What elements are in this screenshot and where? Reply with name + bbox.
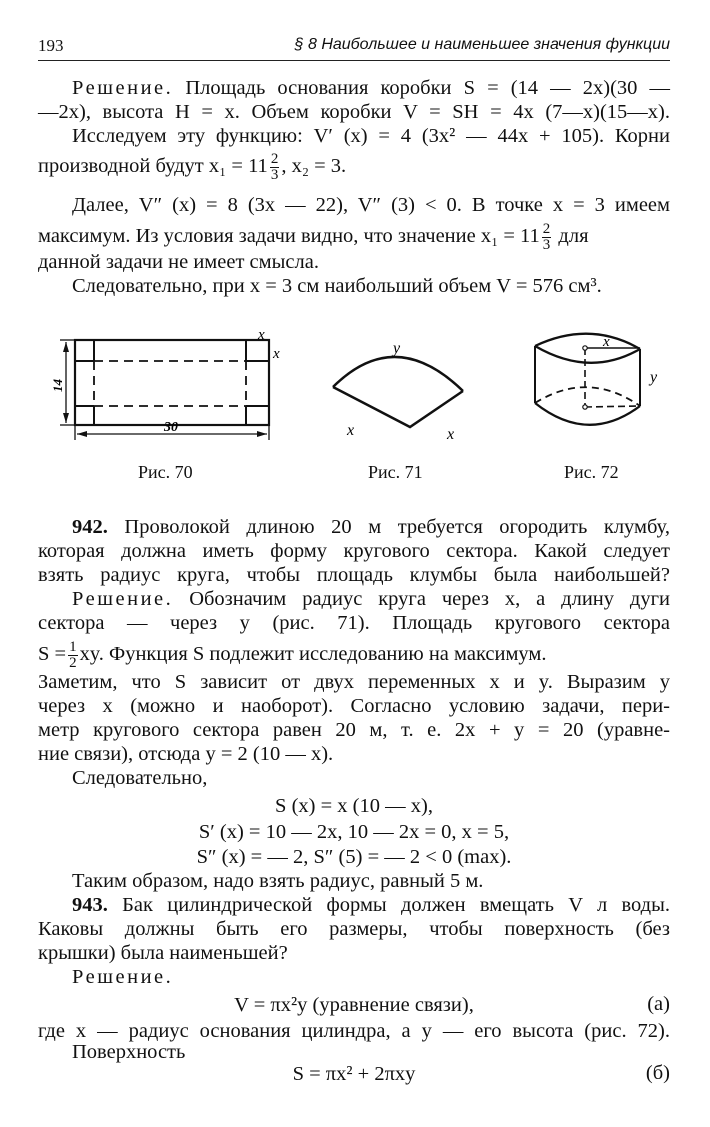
- text-line: данной задачи не имеет смысла.: [38, 251, 319, 273]
- equation-number: (а): [647, 993, 670, 1015]
- sector-radii: [333, 387, 463, 427]
- text-line: [38, 152, 670, 183]
- fraction-num: 1: [69, 639, 77, 655]
- equation: V = πx²y (уравнение связи),: [234, 994, 474, 1016]
- label-width: 30: [164, 420, 178, 435]
- label-height: 14: [50, 379, 65, 392]
- text-span: производной будут x₁ = 11: [38, 155, 268, 178]
- text-line: Поверхность: [72, 1041, 186, 1063]
- text-span: Обозначим радиус круга через x, а длину дуги: [173, 588, 670, 610]
- fraction-den: 2: [69, 655, 77, 671]
- text-line: Каковы должны быть его размеры, чтобы поверхность (без: [38, 918, 670, 940]
- section-title: § 8 Наибольшее и наименьшее значения функции: [294, 36, 670, 53]
- text-span: Бак цилиндрической формы должен вмещать V л воды.: [107, 894, 670, 916]
- figure-72-caption: Рис. 72: [564, 462, 619, 482]
- text-line: [72, 76, 670, 100]
- text-line: Следовательно,: [72, 767, 208, 789]
- text-line: —2x), высота H = x. Объем коробки V = SH = 4x (7—x)(15—x).: [38, 101, 670, 123]
- text-line: ние связи), отсюда y = 2 (10 — x).: [38, 743, 334, 765]
- label-radius-right: x: [447, 426, 455, 443]
- equation: S = πx² + 2πxy: [292, 1063, 416, 1085]
- text-span: xy. Функция S подлежит исследованию на максимум.: [79, 643, 547, 666]
- text-span: Проволокой длиною 20 м требуется огородить клумбу,: [107, 516, 670, 538]
- text-span: максимум. Из условия задачи видно, что значение x₁ = 11: [38, 225, 540, 248]
- sector-arc: [333, 357, 463, 391]
- equation: S′ (x) = 10 — 2x, 10 — 2x = 0, x = 5,: [198, 821, 510, 843]
- figure-72-cylinder: [530, 334, 670, 440]
- problem-number: 942.: [72, 516, 108, 538]
- fraction-den: 3: [542, 237, 551, 253]
- solution-label: Решение.: [72, 77, 174, 99]
- outer-rectangle: [75, 340, 269, 425]
- equation: S″ (x) = — 2, S″ (5) = — 2 < 0 (max).: [196, 846, 512, 868]
- text-line: [72, 587, 670, 611]
- figure-71-caption: Рис. 71: [368, 462, 423, 482]
- label-radius-left: x: [347, 422, 355, 439]
- label-height-y: y: [650, 369, 658, 386]
- text-line: метр кругового сектора равен 20 м, т. е. 2x + y = 20 (уравне-: [38, 719, 670, 741]
- text-line: [72, 893, 670, 917]
- fraction-num: 2: [542, 221, 551, 237]
- text-line: Заметим, что S зависит от двух переменных x и y. Выразим y: [38, 671, 670, 693]
- text-span: S =: [38, 643, 67, 666]
- text-line: Далее, V″ (x) = 8 (3x — 22), V″ (3) < 0. В точке x = 3 имеем: [72, 194, 670, 216]
- text-line: взять радиус круга, чтобы площадь клумбы была наибольшей?: [38, 564, 670, 586]
- fraction-num: 2: [270, 151, 279, 167]
- figure-70-caption: Рис. 70: [138, 462, 193, 482]
- figure-71-sector: [325, 335, 485, 445]
- text-line: которая должна иметь форму кругового сектора. Какой следует: [38, 540, 670, 562]
- text-line: [38, 222, 670, 253]
- text-line: крышки) была наименьшей?: [38, 942, 288, 964]
- equation-number: (б): [645, 1062, 670, 1084]
- equation: S (x) = x (10 — x),: [275, 795, 433, 817]
- text-line: сектора — через y (рис. 71). Площадь кругового сектора: [38, 612, 670, 634]
- text-line: где x — радиус основания цилиндра, а y — его высота (рис. 72).: [38, 1020, 670, 1042]
- solution-label: Решение.: [72, 588, 174, 610]
- text-line: [72, 515, 670, 539]
- fraction: [542, 222, 552, 253]
- label-x-top: x: [258, 327, 265, 343]
- text-line: Исследуем эту функцию: V′ (x) = 4 (3x² — 44x + 105). Корни: [72, 125, 670, 147]
- problem-number: 943.: [72, 894, 108, 916]
- fold-lines: [94, 361, 246, 406]
- page-number: 193: [38, 36, 64, 55]
- text-line: Следовательно, при x = 3 см наибольший объем V = 576 см³.: [72, 275, 602, 297]
- label-radius-x: x: [603, 334, 610, 350]
- text-line: через x (можно и наоборот). Согласно условию задачи, пери-: [38, 695, 670, 717]
- text-line: [38, 640, 670, 671]
- text-line: Таким образом, надо взять радиус, равный 5 м.: [72, 870, 484, 892]
- text-span: для: [553, 225, 589, 248]
- figure-70-box-net: [50, 327, 300, 445]
- label-arc-y: y: [393, 340, 401, 357]
- solution-label: Решение.: [72, 966, 174, 988]
- fraction: [68, 640, 78, 671]
- fraction-den: 3: [270, 167, 279, 183]
- page-header: [38, 36, 670, 61]
- text-span: , x₂ = 3.: [281, 155, 347, 178]
- fraction: [270, 152, 280, 183]
- label-x-side: x: [273, 346, 280, 362]
- text-span: Площадь основания коробки S = (14 — 2x)(30 —: [173, 77, 670, 99]
